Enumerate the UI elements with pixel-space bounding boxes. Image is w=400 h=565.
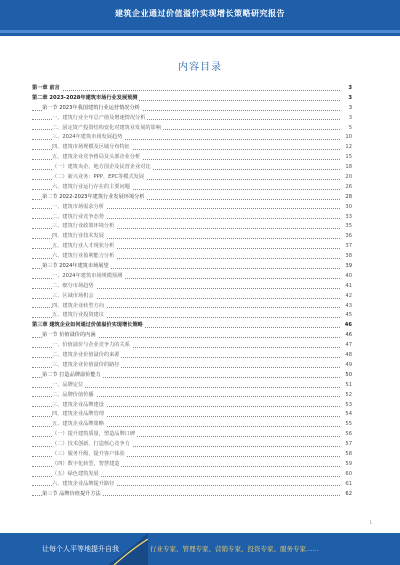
toc-entry-title: 四、建筑行业技术发展	[52, 233, 104, 240]
toc-entry-title: 二、品牌价值传播	[52, 391, 94, 398]
toc-entry[interactable]	[32, 490, 352, 500]
toc-entry-page: 55	[343, 420, 352, 430]
toc-entry-title: 一、品牌定位	[52, 381, 84, 388]
toc-entry-title: 四、建筑企业转型方向	[52, 302, 104, 309]
toc-entry-title: 一、价值溢价与企业竞争力的关系	[52, 342, 130, 349]
toc-entry-title: 第二章 2023-2028年建筑市场行业发展预测	[32, 94, 138, 101]
toc-entry-page: 36	[343, 232, 352, 242]
toc-entry[interactable]	[32, 410, 352, 420]
toc-entry-page: 3	[346, 94, 352, 104]
toc-entry-page: 47	[343, 341, 352, 351]
header-stripe	[0, 30, 400, 33]
toc-entry-title: 二、建筑企业价值溢价的来源	[52, 352, 120, 359]
toc-entry-title: 一、建筑市场需求分析	[52, 203, 104, 210]
toc-entry-page: 12	[343, 143, 352, 153]
toc-entry-title: （一）提升建筑质量，塑造品牌口碑	[52, 431, 136, 438]
toc-entry-title: 五、建筑行业人才现状分析	[52, 243, 115, 250]
toc-entry[interactable]	[32, 193, 352, 203]
toc-entry[interactable]	[32, 153, 352, 163]
header-bar	[0, 0, 400, 36]
toc-entry[interactable]	[32, 460, 352, 470]
toc-entry-title: 第一章 前言	[32, 85, 60, 91]
toc-entry-title: 二、建筑行业竞争态势	[52, 213, 104, 220]
toc-entry-page: 28	[343, 193, 352, 203]
toc-entry-title: 三、建筑行业政策环境分析	[52, 223, 115, 230]
toc-entry[interactable]	[32, 381, 352, 391]
table-of-contents	[32, 84, 352, 499]
toc-entry-title: 六、建筑行业盈利能力分析	[52, 253, 115, 260]
toc-entry-page: 10	[343, 133, 352, 143]
toc-entry[interactable]	[32, 242, 352, 252]
toc-entry[interactable]	[32, 450, 352, 460]
toc-entry-title: （三）服务升级，提升客户体验	[52, 450, 125, 457]
toc-entry[interactable]	[32, 361, 352, 371]
toc-entry-title: 三、2024年建筑市场发展趋势	[52, 134, 123, 141]
toc-entry-page: 58	[343, 450, 352, 460]
toc-entry-title: 第三节 2024年建筑市场展望	[42, 263, 109, 270]
toc-entry-page: 5	[347, 124, 352, 134]
toc-entry-page: 54	[343, 410, 352, 420]
toc-entry[interactable]	[32, 480, 352, 490]
toc-entry[interactable]	[32, 282, 352, 292]
toc-entry[interactable]	[32, 351, 352, 361]
toc-entry[interactable]	[32, 420, 352, 430]
toc-entry-page: 42	[343, 292, 352, 302]
toc-entry[interactable]	[32, 222, 352, 232]
toc-entry[interactable]	[32, 203, 352, 213]
toc-entry-page: 53	[343, 401, 352, 411]
toc-entry-page: 40	[343, 272, 352, 282]
toc-entry-title: 一、2024年建筑市场规模预测	[52, 272, 123, 279]
toc-entry[interactable]	[32, 183, 352, 193]
toc-entry-page: 30	[343, 203, 352, 213]
toc-entry-page: 41	[343, 282, 352, 292]
toc-entry-page: 33	[343, 213, 352, 223]
toc-entry-title: 二、固定资产投资结构变化对建筑业发展的影响	[52, 124, 161, 131]
toc-entry-title: （四）数字化转型，智慧建造	[52, 460, 120, 467]
toc-entry-title: 第三节 品牌价值提升方法	[42, 490, 101, 497]
toc-entry-page: 38	[343, 252, 352, 262]
toc-entry-page: 3	[346, 84, 352, 94]
toc-entry-page: 48	[343, 351, 352, 361]
toc-entry[interactable]	[32, 292, 352, 302]
toc-entry-title: （二）新兴业务：PPP、EPC等模式发展	[52, 174, 145, 181]
toc-entry-page: 39	[343, 262, 352, 272]
page-number: 1	[369, 520, 372, 525]
toc-entry[interactable]	[32, 163, 352, 173]
toc-entry-page: 46	[343, 331, 352, 341]
toc-entry-title: （二）技术创新，打造核心竞争力	[52, 441, 130, 448]
toc-entry-page: 26	[343, 183, 352, 193]
toc-entry-title: 二、细分市场趋势	[52, 282, 94, 289]
toc-entry[interactable]	[32, 440, 352, 450]
toc-entry-page: 20	[343, 173, 352, 183]
toc-entry[interactable]	[32, 321, 352, 331]
toc-entry[interactable]	[32, 143, 352, 153]
toc-entry[interactable]	[32, 252, 352, 262]
toc-entry[interactable]	[32, 311, 352, 321]
toc-entry-page: 59	[343, 460, 352, 470]
report-title: 建筑企业通过价值溢价实现增长策略研究报告	[115, 9, 285, 18]
toc-entry-page: 57	[343, 440, 352, 450]
toc-entry[interactable]	[32, 302, 352, 312]
footer-expert-list: 行业专家、管理专家、营销专家、投资专家、服务专家……	[150, 545, 319, 553]
toc-entry-title: 五、建筑行业投资建议	[52, 312, 104, 319]
toc-entry[interactable]	[32, 470, 352, 480]
toc-entry-title: 六、建筑企业品牌提升路径	[52, 480, 115, 487]
toc-entry[interactable]	[32, 391, 352, 401]
toc-entry-page: 3	[347, 104, 352, 114]
toc-entry[interactable]	[32, 114, 352, 124]
toc-entry-title: 五、建筑企业品牌策略	[52, 421, 104, 428]
toc-entry[interactable]	[32, 84, 352, 94]
toc-entry-title: 四、建筑市场规模及区域分布特征	[52, 144, 130, 151]
toc-entry[interactable]	[32, 430, 352, 440]
toc-entry-title: 一、建筑行业全年总产值及增速情况分析	[52, 114, 146, 121]
toc-entry-page: 15	[343, 153, 352, 163]
toc-entry[interactable]	[32, 331, 352, 341]
toc-entry-title: 第一节 价值溢价的内涵	[42, 332, 96, 339]
toc-entry-page: 18	[343, 163, 352, 173]
toc-entry-title: 六、建筑行业运行存在的主要问题	[52, 183, 130, 190]
toc-entry-page: 62	[343, 490, 352, 500]
toc-entry[interactable]	[32, 401, 352, 411]
toc-entry[interactable]	[32, 104, 352, 114]
toc-entry[interactable]	[32, 124, 352, 134]
toc-entry-title: 三、建筑企业品牌建设	[52, 401, 104, 408]
toc-entry-title: 三、建筑企业价值溢价的路径	[52, 361, 120, 368]
toc-entry-title: 第二节 打造品牌溢价能力	[42, 371, 101, 378]
toc-entry[interactable]	[32, 262, 352, 272]
toc-entry-page: 50	[343, 371, 352, 381]
toc-entry-title: 第一节 2023年我国建筑行业运营情况分析	[42, 104, 140, 111]
footer-slogan: 让每个人平等地提升自我	[42, 545, 119, 553]
toc-entry[interactable]	[32, 272, 352, 282]
toc-heading: 内容目录	[178, 62, 222, 73]
toc-entry[interactable]	[32, 232, 352, 242]
toc-entry[interactable]	[32, 173, 352, 183]
toc-entry-page: 45	[343, 311, 352, 321]
toc-entry-page: 52	[343, 391, 352, 401]
toc-entry-page: 60	[343, 470, 352, 480]
toc-entry-title: 三、区域市场机会	[52, 292, 94, 299]
toc-entry[interactable]	[32, 371, 352, 381]
toc-entry-page: 35	[343, 222, 352, 232]
toc-entry-page: 61	[343, 480, 352, 490]
toc-entry[interactable]	[32, 94, 352, 104]
toc-entry-title: 第三章 建筑企业如何通过价值溢价实现增长策略	[32, 322, 143, 329]
toc-entry-page: 46	[343, 321, 352, 331]
toc-entry-title: （五）绿色建筑发展	[52, 470, 99, 477]
toc-entry-title: （一）建筑央企、地方国企及民营企业对比	[52, 164, 151, 171]
toc-entry[interactable]	[32, 213, 352, 223]
toc-entry-page: 49	[343, 361, 352, 371]
toc-entry-page: 37	[343, 242, 352, 252]
toc-entry-title: 五、建筑企业竞争格局及头部企业分析	[52, 154, 141, 161]
toc-entry[interactable]	[32, 341, 352, 351]
toc-dot-leader	[32, 90, 340, 91]
footer-bar	[0, 533, 400, 565]
toc-entry-title: 四、建筑企业品牌管理	[52, 411, 104, 418]
toc-entry-page: 51	[343, 381, 352, 391]
toc-entry-page: 43	[343, 302, 352, 312]
toc-entry-page: 3	[347, 114, 352, 124]
toc-entry-title: 第二节 2022-2023年建筑行业发展环境分析	[42, 193, 145, 200]
toc-entry[interactable]	[32, 133, 352, 143]
toc-entry-page: 56	[343, 430, 352, 440]
